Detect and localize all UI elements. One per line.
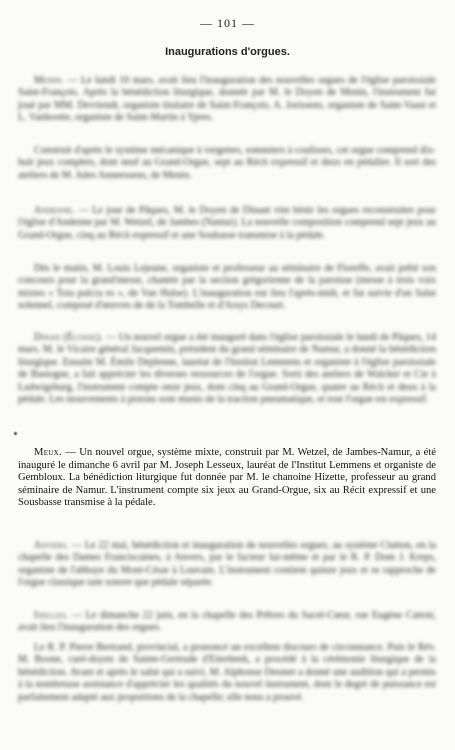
paragraph-text: Construit d'après le système mécanique à vergettes, sommiers à coulisses, cet orgue comprend dix-huit jeux complets, dont neuf au Grand-Orgue, sept au Récit expressif et deux en pédalier. Il sort des ateliers de M. Jules Anneessens, de Menin. xyxy=(18,145,436,181)
paragraph-lead: Menin. xyxy=(34,75,65,86)
section-heading: Inaugurations d'orgues. xyxy=(165,46,290,58)
paragraph-meux xyxy=(18,447,436,510)
paragraph-text: — Le dimanche 22 juin, en la chapelle des Prêtres du Sacré-Cœur, rue Eugène Cattoir, avait lieu l'inauguration des orgues. xyxy=(18,610,436,634)
paragraph-lead: Meux. xyxy=(34,447,62,458)
paragraph-text: — Le lundi 10 mars, avait lieu l'inauguration des nouvelles orgues de l'église paroissiale Saint-François. Après la bénédiction liturgique, donnée par M. le Doyen de Menin, l'instrument fut joué par MM. Devriendt, organiste titulaire de Saint-François, A. Jorissens, organiste de Saint-Vaast et L. Vanhootte, organiste de Saint-Martin à Ypres. xyxy=(18,75,436,124)
paragraph-text: Le R. P. Pierre Bertrand, provincial, a prononcé un excellent discours de circonstance. Puis le Rév. M. Boone, curé-doyen de Sainte-Gertrude d'Etterbeek, a procédé à la cérémonie liturgique de la bénédiction. Avant et après le salut qui a suivi, M. Alphonse Desmet a donné une audition qui a permis à la nombreuse assistance d'apprécier les qualités du nouvel instrument, dont le degré de puissance est parfaitement adapté aux proportions de la chapelle; elle nous a prouvé. xyxy=(18,642,436,703)
paragraph-text: Dès le matin, M. Louis Lejeune, organiste et professeur au séminaire de Floreffe, avait prêté son concours pour la grand'messe, chantée par la section grégorienne de la paroisse (messe à trois voix mixtes « Tota pulcra es », de Van Hulse). L'inauguration eut lieu l'après-midi, et fut suivie d'un Salut solennel, composé d'œuvres de de la Tombelle et d'Arsys Decourt. xyxy=(18,263,436,312)
paragraph-text: — Un nouvel orgue a été inauguré dans l'église paroissiale le lundi de Pâques, 14 mars. M. le Vicaire général Jacquemin, président du grand séminaire de Namur, a donné la bénédiction liturgique. Ensuite M. Émile Deplenne, lauréat de l'Institut Lemmens et organiste à l'église paroissiale de Bastogne, a fait apprécier les diverses ressources de l'orgue. Sorti des ateliers de Walcker et Cie à Ludwigsburg, l'instrument compte onze jeux, dont cinq au Grand-Orgue, quatre au Récit et deux à la pédale. Les mouvements à pistons sont munis de la traction pneumatique, et tout l'orgue est expressif. xyxy=(18,332,436,406)
paragraph-text: — Le 22 mai, bénédiction et inauguration de nouvelles orgues, au système Clutton, en la chapelle des Dames Franciscaines, à Anvers, par le facteur lui-même et par le R. P. Dom J. Kreps, organiste de l'abbaye du Mont-César à Louvain. L'instrument contient quinze jeux et se rapproche de l'orgue classique tant sonore que pédale séparée. xyxy=(18,540,436,589)
paragraph-lead: Andenne. xyxy=(34,205,75,216)
page-number: — 101 — xyxy=(200,16,255,30)
paragraph-menin xyxy=(18,75,436,125)
paragraph-text: — Un nouvel orgue, système mixte, construit par M. Wetzel, de Jambes-Namur, a été inauguré le dimanche 6 avril par M. Joseph Lesseux, lauréat de l'Institut Lemmens et organiste de Gembloux. La bénédiction liturgique fut donnée par M. le chanoine Hizette, professeur au grand séminaire de Namur. L'instrument compte six jeux au Grand-Orgue, six au Récit expressif et une Sousbasse transmise à la pédale. xyxy=(18,447,436,509)
paragraph-lead: Dinan (Écosse). xyxy=(34,332,104,343)
paragraph-ixelles-2 xyxy=(18,642,436,704)
paragraph-menin-2 xyxy=(18,145,436,182)
paragraph-dinan xyxy=(18,332,436,406)
paragraph-anvers xyxy=(18,540,436,590)
paragraph-lead: Ixelles. xyxy=(34,610,69,621)
paragraph-andenne-2 xyxy=(18,263,436,313)
paragraph-andenne xyxy=(18,205,436,242)
paragraph-ixelles xyxy=(18,610,436,635)
paragraph-lead: Anvers. xyxy=(34,540,69,551)
paragraph-text: — Le jour de Pâques, M. le Doyen de Dinant vint bénir les orgues reconstruites pour l'église d'Andenne par M. Wetzel, de Jambes (Namur). La nouvelle composition comprend sept jeux au Grand-Orgue, cinq au Récit expressif et une Soubasse transmise à la pédale. xyxy=(18,205,436,241)
ink-mark xyxy=(14,432,17,435)
